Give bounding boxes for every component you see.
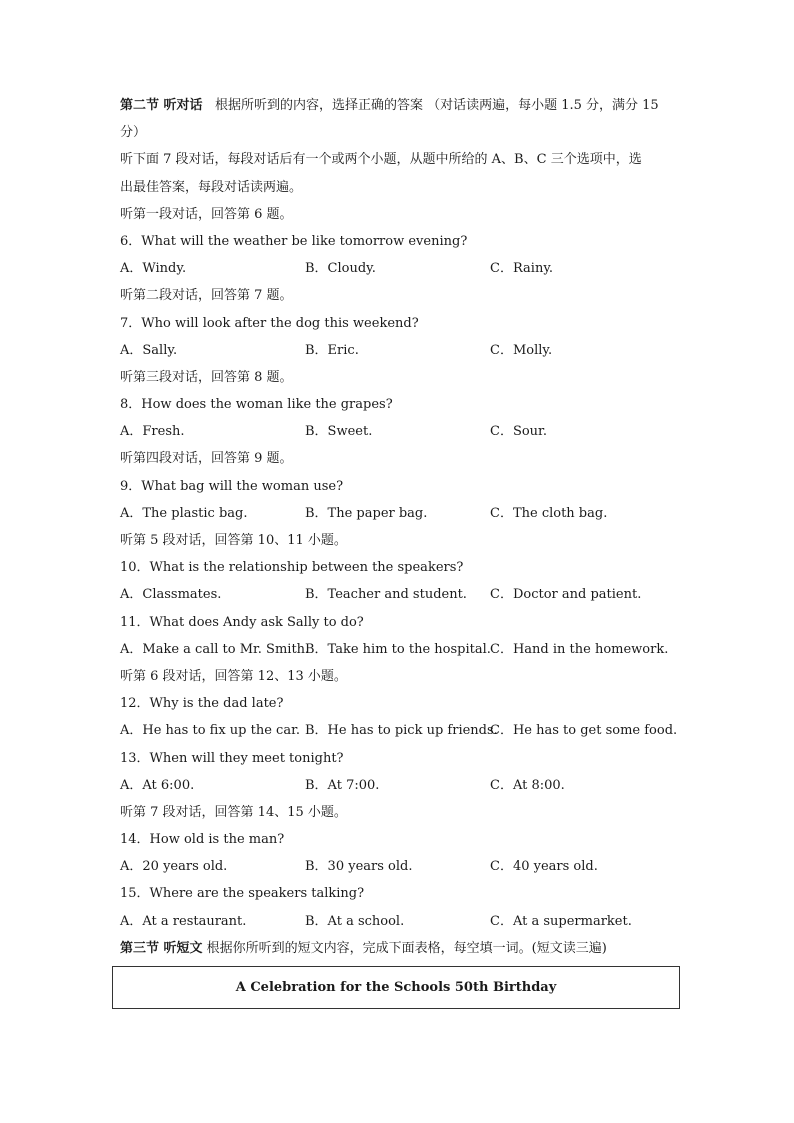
question-text: 12．Why is the dad late? (120, 696, 284, 712)
option-b: B．He has to pick up friends. (305, 723, 498, 739)
options-row (120, 418, 680, 445)
option-a: A．The plastic bag. (120, 505, 248, 521)
option-b: B．Eric. (305, 342, 359, 358)
question-text: 14．How old is the man? (120, 832, 285, 848)
option-a: A．Classmates. (120, 587, 222, 603)
option-c: C．At a supermarket. (490, 913, 632, 929)
option-a: A．At a restaurant. (120, 913, 247, 929)
option-a: A．He has to fix up the car. (120, 723, 300, 739)
dialogue-intro: 听第 7 段对话，回答第 14、15 小题。 (120, 804, 347, 820)
options-row (120, 717, 680, 744)
option-a: A．Make a call to Mr. Smith. (120, 641, 310, 657)
option-c: C．At 8:00. (490, 777, 565, 793)
option-c: C．Rainy. (490, 261, 554, 277)
option-b: B．At 7:00. (305, 777, 380, 793)
options-row (120, 581, 680, 608)
option-c: C．Hand in the homework. (490, 641, 669, 657)
listening-section (120, 92, 680, 962)
option-b: B．The paper bag. (305, 505, 428, 521)
answer-table (112, 966, 680, 1009)
question-text: 13．When will they meet tonight? (120, 750, 344, 766)
options-row (120, 772, 680, 799)
option-c: C．Molly. (490, 342, 553, 358)
table-title: A Celebration for the Schools 50th Birthday (235, 980, 557, 995)
section2-instruction: 根据所听到的内容，选择正确的答案 （对话读两遍，每小题 1.5 分，满分 15 (214, 98, 659, 113)
options-row (120, 500, 680, 527)
options-row (120, 255, 680, 282)
dialogue-intro: 听第 6 段对话，回答第 12、13 小题。 (120, 668, 347, 684)
option-a: A．At 6:00. (120, 777, 195, 793)
option-a: A．Windy. (120, 261, 187, 277)
dialogue-intro: 听第一段对话，回答第 6 题。 (120, 206, 293, 222)
dialogue-intro: 听第 5 段对话，回答第 10、11 小题。 (120, 533, 347, 548)
directions-line-2: 出最佳答案，每段对话读两遍。 (120, 179, 303, 195)
option-c: C．The cloth bag. (490, 505, 608, 521)
option-b: B．At a school. (305, 913, 405, 929)
dialogue-intro: 听第二段对话，回答第 7 题。 (120, 288, 293, 304)
section2-instruction-cont: 分） (120, 125, 147, 141)
question-text: 8．How does the woman like the grapes? (120, 397, 393, 413)
option-c: C．He has to get some food. (490, 723, 678, 739)
question-text: 15．Where are the speakers talking? (120, 886, 365, 902)
question-text: 7．Who will look after the dog this weekend? (120, 315, 419, 331)
section3-header (120, 935, 680, 962)
section2-title: 第二节 听对话 (120, 98, 203, 113)
options-row (120, 853, 680, 880)
option-c: C．Doctor and patient. (490, 587, 642, 603)
section3-title: 第三节 听短文 (120, 940, 203, 956)
question-list (120, 201, 680, 935)
question-text: 10．What is the relationship between the speakers? (120, 560, 464, 576)
options-row (120, 908, 680, 935)
options-row (120, 636, 680, 663)
option-b: B．Take him to the hospital. (305, 641, 491, 657)
option-b: B．30 years old. (305, 859, 413, 875)
dialogue-intro: 听第三段对话，回答第 8 题。 (120, 369, 293, 385)
question-text: 6．What will the weather be like tomorrow evening? (120, 233, 468, 249)
option-c: C．Sour. (490, 424, 547, 440)
section2-header (120, 92, 680, 119)
option-b: B．Teacher and student. (305, 587, 467, 603)
section3-instruction: 根据你所听到的短文内容，完成下面表格，每空填一词。(短文读三遍) (206, 940, 607, 956)
option-b: B．Sweet. (305, 424, 373, 440)
question-text: 9．What bag will the woman use? (120, 478, 344, 494)
option-a: A．Sally. (120, 342, 178, 358)
option-a: A．Fresh. (120, 424, 185, 440)
question-text: 11．What does Andy ask Sally to do? (120, 614, 364, 630)
options-row (120, 337, 680, 364)
option-b: B．Cloudy. (305, 261, 376, 277)
option-a: A．20 years old. (120, 859, 228, 875)
dialogue-intro: 听第四段对话，回答第 9 题。 (120, 451, 293, 467)
directions-line-1: 听下面 7 段对话，每段对话后有一个或两个小题，从题中所给的 A、B、C 三个选项中，选 (120, 152, 642, 168)
option-c: C．40 years old. (490, 859, 598, 875)
